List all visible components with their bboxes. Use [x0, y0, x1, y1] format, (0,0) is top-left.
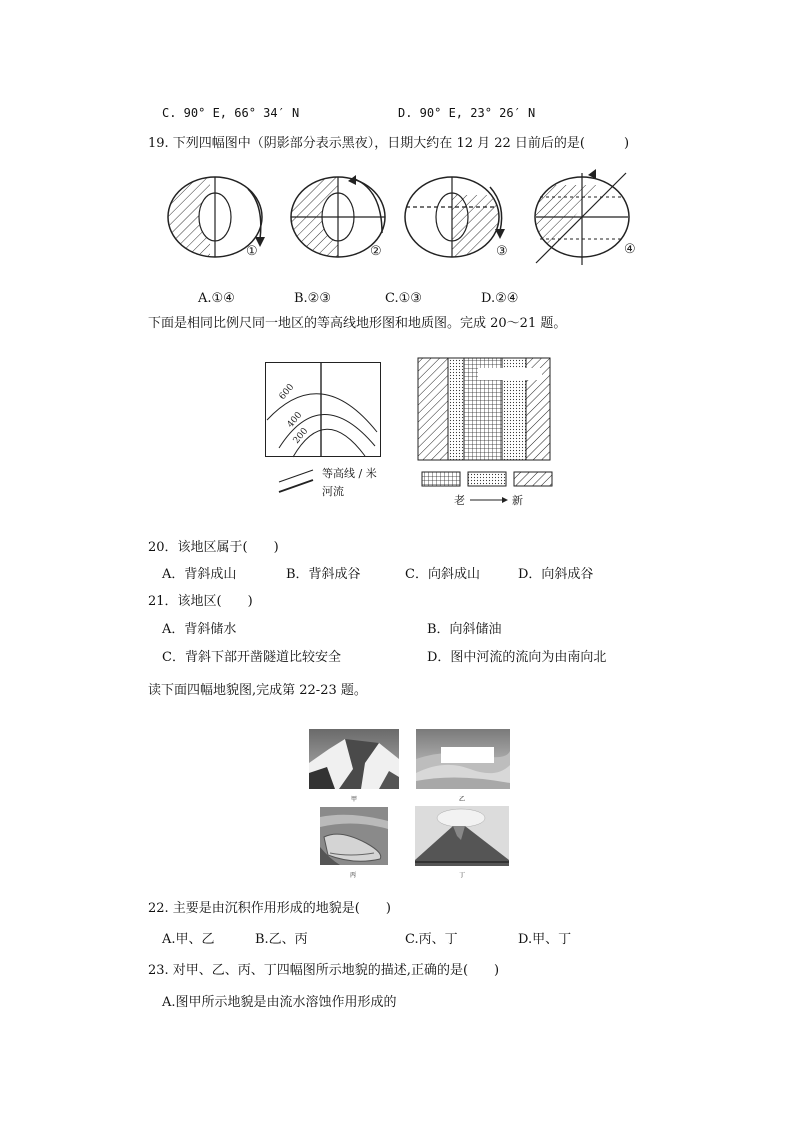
q22-option-d: D.甲、丁: [518, 932, 572, 947]
q19-label-4: ④: [624, 242, 636, 257]
q19-option-a: A.①④: [198, 291, 235, 306]
legend-swatch-old: [422, 472, 460, 486]
q18-option-d: D. 90° E, 23° 26′ N: [398, 106, 536, 120]
q20-option-c: C．向斜成山: [405, 567, 480, 582]
q19-label-3: ③: [496, 244, 508, 259]
photo-caption-bing: 丙: [350, 872, 357, 879]
q23-option-a: A.图甲所示地貌是由流水溶蚀作用形成的: [162, 995, 397, 1010]
q21-stem: 21．该地区( ): [148, 594, 253, 609]
q20-stem: 20．该地区属于( ): [148, 540, 279, 555]
q22-option-c: C.丙、丁: [405, 932, 458, 947]
photo-caption-jia: 甲: [351, 796, 358, 803]
q21-option-a: A．背斜储水: [162, 622, 237, 637]
q20-option-a: A．背斜成山: [162, 567, 237, 582]
photo-bing-valley: [320, 807, 388, 865]
contour-label-200: 200: [291, 426, 311, 446]
photo-jia-mountain: [309, 729, 399, 789]
q19-label-2: ②: [370, 244, 382, 259]
intro-22-23: 读下面四幅地貌图,完成第 22-23 题。: [148, 683, 367, 698]
rock-band-middle-west: [448, 358, 464, 460]
legend-river-label: 河流: [322, 485, 344, 498]
legend-swatch-mid: [468, 472, 506, 486]
q19-diagram-3: [405, 177, 505, 275]
q22-option-b: B.乙、丙: [255, 932, 308, 947]
q19-option-c: C.①③: [385, 291, 422, 306]
legend-contour-line: [279, 470, 313, 482]
q20-option-d: D．向斜成谷: [518, 567, 594, 582]
q19-option-d: D.②④: [481, 291, 519, 306]
intro-20-21: 下面是相同比例尺同一地区的等高线地形图和地质图。完成 20～21 题。: [148, 316, 567, 331]
q21-option-d: D．图中河流的流向为由南向北: [427, 650, 607, 665]
legend-new-label: 新: [512, 494, 523, 507]
q19-option-b: B.②③: [294, 291, 331, 306]
geologic-map: [416, 356, 561, 506]
contour-label-600: 600: [277, 382, 297, 402]
q22-stem: 22. 主要是由沉积作用形成的地貌是( ): [148, 901, 391, 916]
photo-yi-desert: [416, 729, 510, 789]
photo-caption-yi: 乙: [459, 796, 466, 803]
photo-ding-volcano: [415, 806, 509, 866]
q19-label-1: ①: [246, 244, 258, 259]
q21-option-b: B．向斜储油: [427, 622, 502, 637]
legend-contour-label: 等高线 / 米: [322, 467, 377, 480]
redacted-box: [478, 368, 542, 380]
q23-stem: 23. 对甲、乙、丙、丁四幅图所示地貌的描述,正确的是( ): [148, 963, 500, 978]
rock-band-newest-west: [418, 358, 448, 460]
q19-figure: [160, 165, 660, 275]
photo-caption-ding: 丁: [459, 872, 466, 879]
legend-river-line: [279, 480, 313, 492]
legend-old-label: 老: [454, 494, 465, 507]
q22-option-a: A.甲、乙: [162, 932, 215, 947]
q18-option-c: C. 90° E, 66° 34′ N: [162, 106, 300, 120]
q19-stem: 19. 下列四幅图中（阴影部分表示黑夜），日期大约在 12 月 22 日前后的是( ): [148, 136, 630, 151]
q20-option-b: B．背斜成谷: [286, 567, 361, 582]
q21-option-c: C．背斜下部开凿隧道比较安全: [162, 650, 341, 665]
legend-swatch-new: [514, 472, 552, 486]
photo-yi-redacted-box: [441, 747, 494, 763]
q19-diagram-4: [535, 169, 629, 265]
contour-label-400: 400: [285, 410, 305, 430]
